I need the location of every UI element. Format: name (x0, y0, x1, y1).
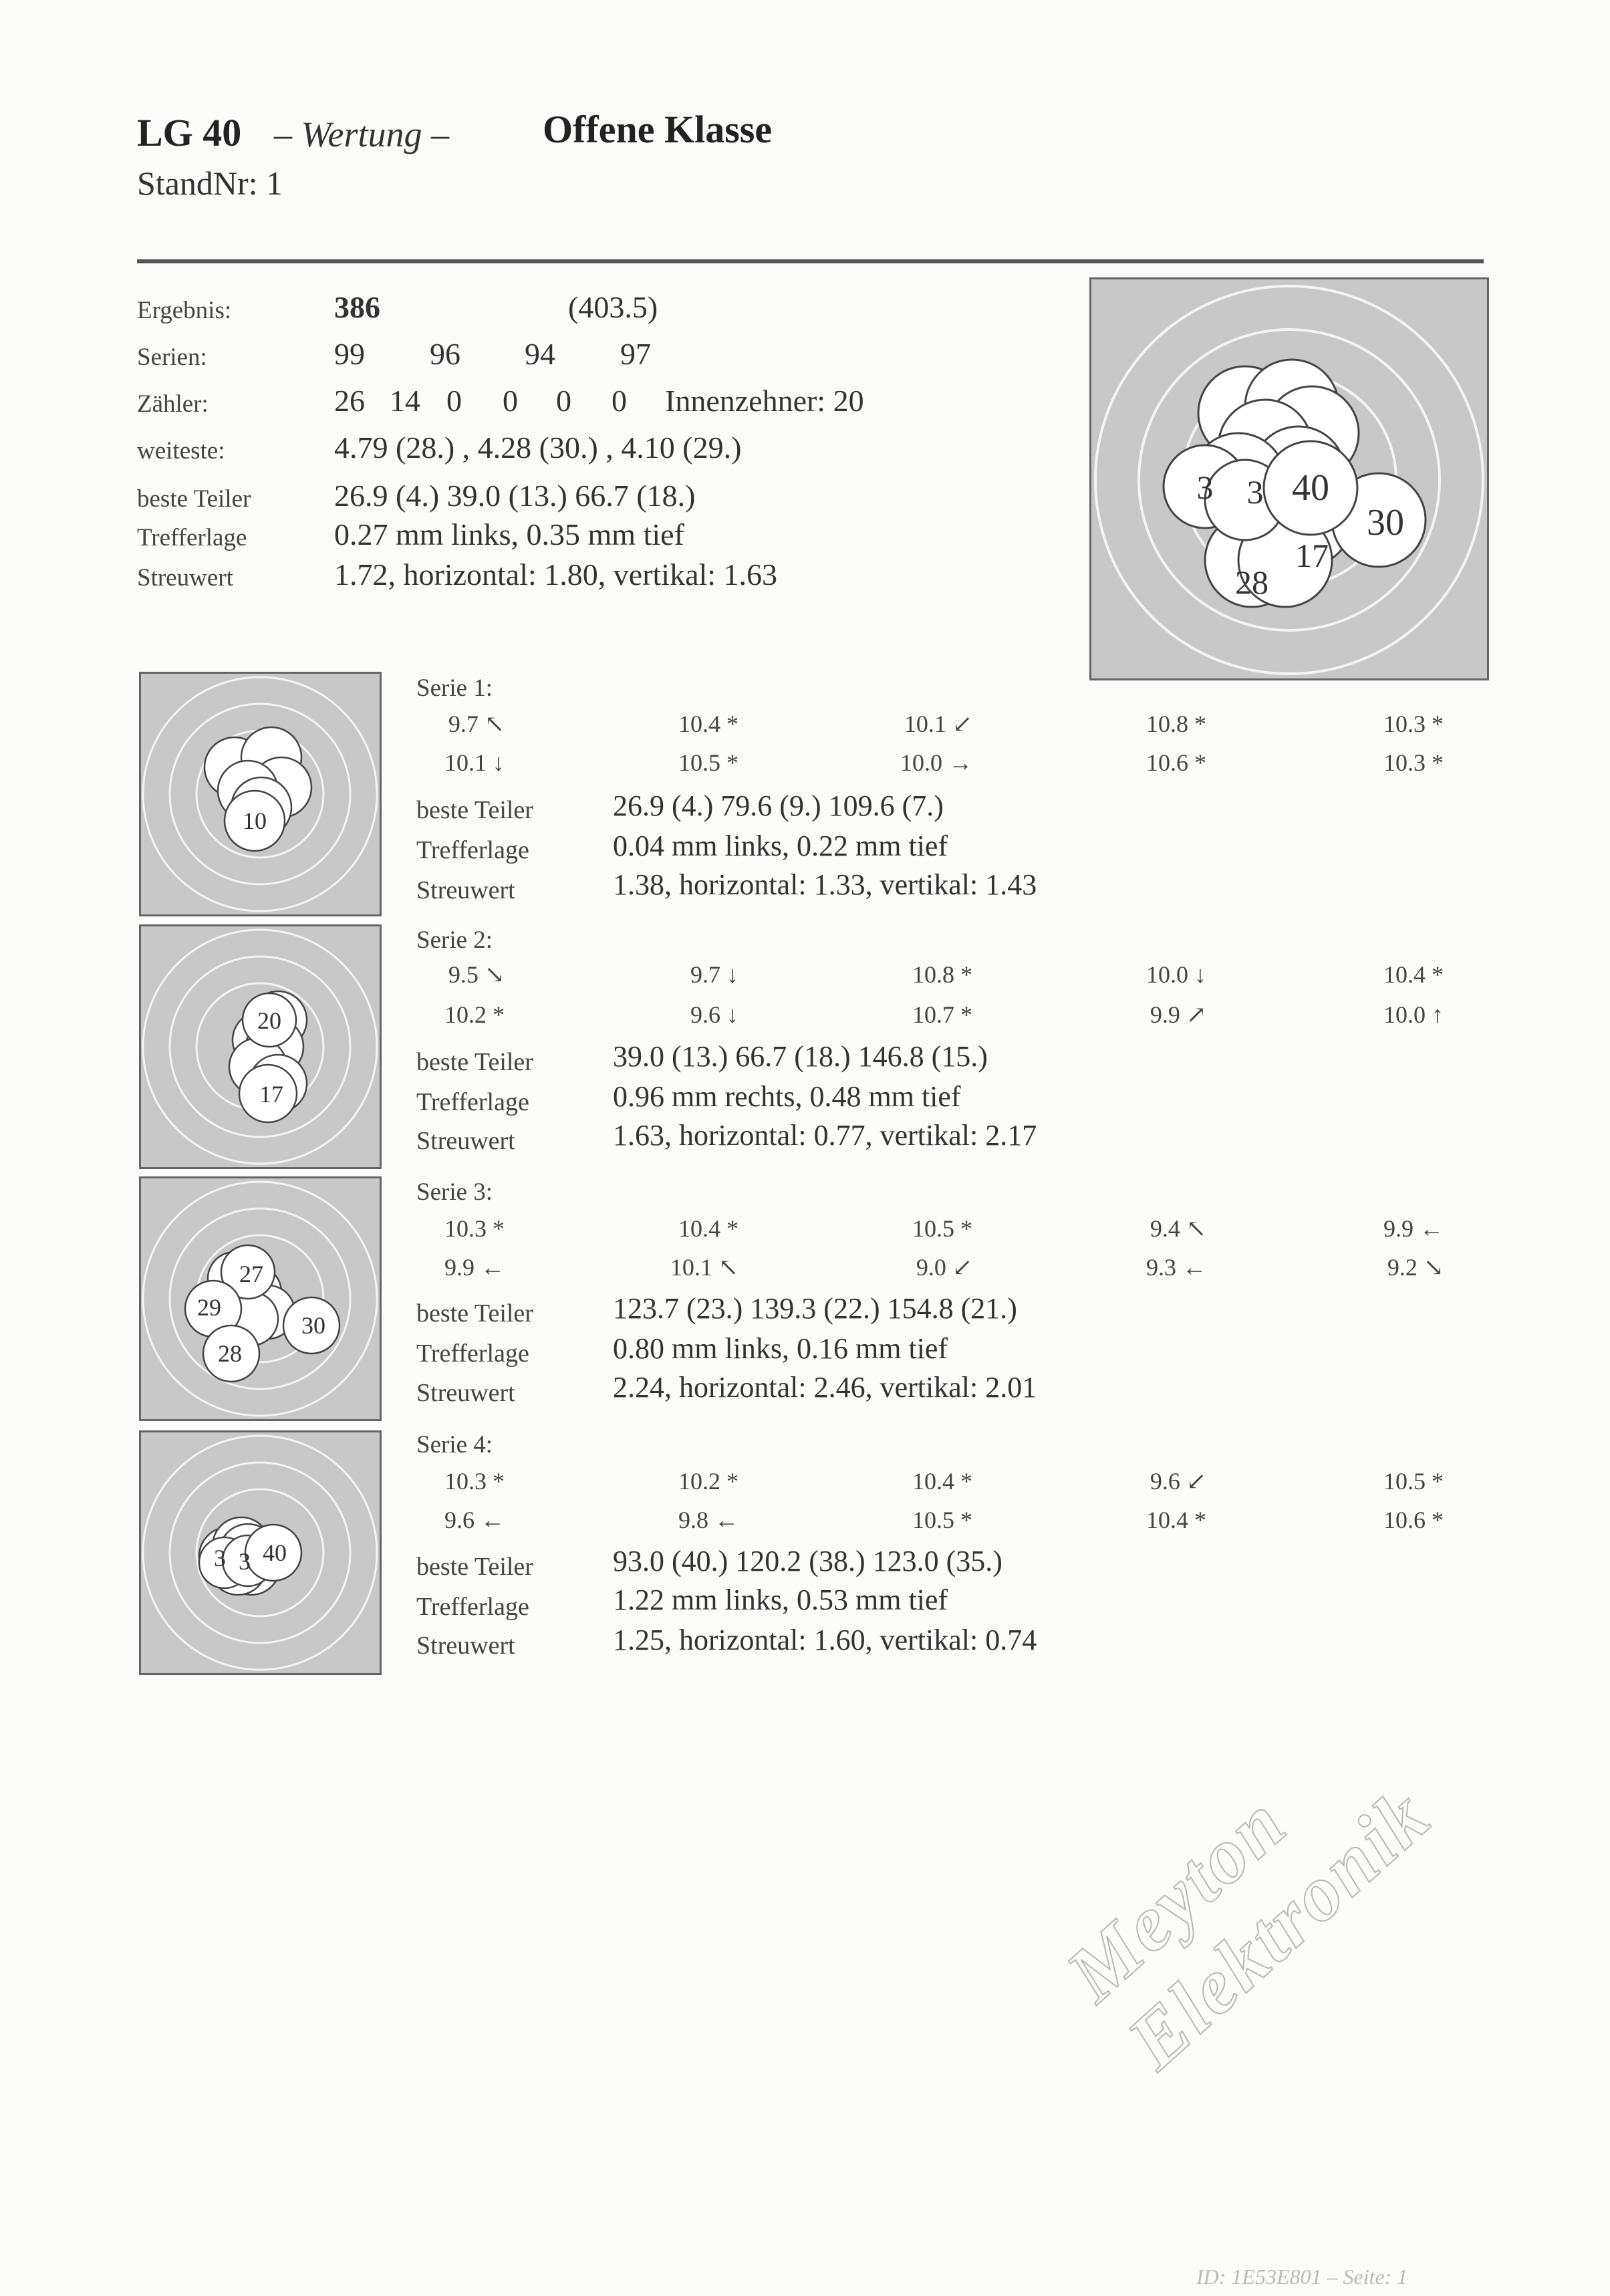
series-2-shot-9: 9.9 ↗ (1150, 1001, 1206, 1028)
series-4-shot-4: 9.6 ↙ (1150, 1468, 1206, 1495)
series-2-title: Serie 2: (416, 926, 493, 954)
series-2-trefferlage: 0.96 mm rechts, 0.48 mm tief (613, 1080, 961, 1113)
serie-sum-1: 99 (334, 337, 365, 371)
series-2-streuwert: 1.63, horizontal: 0.77, vertikal: 2.17 (613, 1119, 1037, 1152)
zaehler-2: 14 (390, 384, 420, 418)
series-1-shot-1: 9.7 ↖ (448, 711, 505, 737)
series-1-trefferlage: 0.04 mm links, 0.22 mm tief (613, 830, 948, 862)
series-1-shot-9: 10.6 * (1146, 749, 1206, 776)
series-1-title: Serie 1: (416, 674, 493, 702)
series-4-shot-1: 10.3 * (444, 1468, 505, 1495)
series-3-beste-teiler-label: beste Teiler (416, 1299, 533, 1327)
series-3-shot-3: 10.5 * (912, 1215, 972, 1242)
series-4-beste-teiler-label: beste Teiler (416, 1553, 533, 1581)
series-1-shot-5: 10.3 * (1383, 711, 1444, 737)
series-4-trefferlage-label: Trefferlage (416, 1593, 529, 1621)
zaehler-5: 0 (556, 384, 571, 418)
series-3-shot-6: 9.9 ← (444, 1254, 505, 1281)
series-4-target-number: 40 (263, 1539, 287, 1566)
header-rule (137, 259, 1484, 263)
zaehler-3: 0 (446, 384, 462, 418)
trefferlage-value: 0.27 mm links, 0.35 mm tief (334, 517, 684, 551)
series-1-streuwert-label: Streuwert (416, 876, 515, 904)
series-2-beste-teiler: 39.0 (13.) 66.7 (18.) 146.8 (15.) (613, 1040, 988, 1073)
series-3-shot-4: 9.4 ↖ (1150, 1215, 1206, 1242)
serie-sum-2: 96 (430, 337, 460, 371)
series-3-shot-2: 10.4 * (678, 1215, 739, 1242)
series-1-target (139, 672, 382, 916)
series-4-target-number: 3 (239, 1548, 251, 1575)
weiteste-label: weiteste: (137, 437, 225, 465)
series-1-shot-8: 10.0 → (900, 749, 972, 776)
series-3-target-number: 28 (218, 1340, 242, 1367)
trefferlage-label: Trefferlage (137, 524, 247, 551)
summary-target-number: 3 (1196, 469, 1214, 506)
series-4-shot-2: 10.2 * (678, 1468, 739, 1495)
series-4-beste-teiler: 93.0 (40.) 120.2 (38.) 123.0 (35.) (613, 1545, 1002, 1577)
ergebnis-decimal: (403.5) (568, 290, 658, 324)
series-2-beste-teiler-label: beste Teiler (416, 1048, 533, 1076)
series-2-target-number: 17 (259, 1081, 283, 1108)
series-1-shot-7: 10.5 * (678, 749, 739, 776)
series-2-shot-8: 10.7 * (912, 1001, 972, 1028)
innenzehner: Innenzehner: 20 (665, 384, 864, 418)
serie-sum-3: 94 (525, 337, 555, 371)
series-1-shot-2: 10.4 * (678, 711, 739, 737)
series-1-streuwert: 1.38, horizontal: 1.33, vertikal: 1.43 (613, 868, 1037, 901)
series-3-shot-5: 9.9 ← (1383, 1215, 1444, 1242)
series-2-target-number: 20 (257, 1007, 281, 1034)
series-1-shot-10: 10.3 * (1383, 749, 1444, 776)
zaehler-6: 0 (612, 384, 627, 418)
watermark: Meyton Elektronik (1050, 1771, 1447, 2085)
series-4-title: Serie 4: (416, 1431, 493, 1458)
series-4-shot-5: 10.5 * (1383, 1468, 1444, 1495)
serien-label: Serien: (137, 344, 207, 371)
series-3-target-number: 27 (239, 1261, 263, 1287)
series-2-shot-7: 9.6 ↓ (690, 1001, 739, 1028)
series-3-shot-1: 10.3 * (444, 1215, 505, 1242)
streuwert-label: Streuwert (137, 564, 233, 592)
series-2-streuwert-label: Streuwert (416, 1127, 515, 1155)
streuwert-value: 1.72, horizontal: 1.80, vertikal: 1.63 (334, 557, 778, 592)
series-1-trefferlage-label: Trefferlage (416, 836, 529, 864)
zaehler-4: 0 (503, 384, 518, 418)
series-4-shot-9: 10.4 * (1146, 1507, 1206, 1533)
series-3-target (139, 1176, 382, 1421)
serie-sum-4: 97 (620, 337, 651, 371)
series-4-streuwert-label: Streuwert (416, 1632, 515, 1660)
series-1-shot-6: 10.1 ↓ (444, 749, 505, 776)
series-2-shot-1: 9.5 ↘ (448, 961, 505, 988)
series-3-streuwert: 2.24, horizontal: 2.46, vertikal: 2.01 (613, 1371, 1037, 1404)
series-2-shot-3: 10.8 * (912, 961, 972, 988)
series-3-shot-10: 9.2 ↘ (1387, 1254, 1444, 1281)
series-4-shot-6: 9.6 ← (444, 1507, 505, 1533)
series-2-shot-5: 10.4 * (1383, 961, 1444, 988)
series-4-trefferlage: 1.22 mm links, 0.53 mm tief (613, 1583, 948, 1616)
series-1-beste-teiler: 26.9 (4.) 79.6 (9.) 109.6 (7.) (613, 789, 944, 822)
summary-target-number: 17 (1295, 537, 1329, 574)
beste-teiler-value: 26.9 (4.) 39.0 (13.) 66.7 (18.) (334, 479, 696, 513)
stand-number: StandNr: 1 (137, 164, 283, 202)
class-title: Offene Klasse (543, 108, 773, 151)
summary-target-number: 3 (1246, 473, 1264, 511)
series-3-trefferlage: 0.80 mm links, 0.16 mm tief (613, 1332, 948, 1365)
footer-id: ID: 1E53E801 – Seite: 1 (1196, 2265, 1408, 2289)
series-3-shot-8: 9.0 ↙ (916, 1254, 972, 1281)
summary-target (1089, 277, 1489, 680)
series-3-beste-teiler: 123.7 (23.) 139.3 (22.) 154.8 (21.) (613, 1292, 1017, 1325)
series-2-trefferlage-label: Trefferlage (416, 1088, 529, 1116)
summary-target-number: 28 (1235, 563, 1268, 601)
series-1-shot-3: 10.1 ↙ (904, 711, 972, 737)
series-3-target-number: 30 (301, 1312, 325, 1339)
series-3-target-number: 29 (197, 1294, 221, 1321)
series-4-target (139, 1430, 382, 1675)
series-2-shot-2: 9.7 ↓ (690, 961, 739, 988)
series-4-shot-3: 10.4 * (912, 1468, 972, 1495)
series-3-streuwert-label: Streuwert (416, 1379, 515, 1407)
series-3-shot-7: 10.1 ↖ (670, 1254, 739, 1281)
series-1-beste-teiler-label: beste Teiler (416, 796, 533, 824)
ergebnis-value: 386 (334, 290, 380, 324)
program-title: LG 40 (137, 111, 242, 154)
weiteste-value: 4.79 (28.) , 4.28 (30.) , 4.10 (29.) (334, 430, 742, 465)
zaehler-label: Zähler: (137, 390, 209, 418)
series-3-title: Serie 3: (416, 1178, 493, 1206)
summary-target-number: 30 (1367, 502, 1404, 543)
series-3-trefferlage-label: Trefferlage (416, 1340, 529, 1368)
series-2-shot-6: 10.2 * (444, 1001, 505, 1028)
series-4-target-number: 3 (214, 1545, 226, 1571)
series-2-shot-10: 10.0 ↑ (1383, 1001, 1444, 1028)
series-1-target-number: 10 (243, 807, 267, 834)
series-2-shot-4: 10.0 ↓ (1146, 961, 1206, 988)
series-4-shot-10: 10.6 * (1383, 1507, 1444, 1533)
series-4-shot-7: 9.8 ← (678, 1507, 739, 1533)
ergebnis-label: Ergebnis: (137, 297, 232, 324)
series-3-shot-9: 9.3 ← (1146, 1254, 1206, 1281)
zaehler-1: 26 (334, 384, 365, 418)
wertung-label: – Wertung – (274, 114, 450, 154)
series-4-shot-8: 10.5 * (912, 1507, 972, 1533)
series-2-target (139, 924, 382, 1169)
series-1-shot-4: 10.8 * (1146, 711, 1206, 737)
summary-target-number: 40 (1292, 467, 1329, 509)
beste-teiler-label: beste Teiler (137, 485, 251, 513)
series-4-streuwert: 1.25, horizontal: 1.60, vertikal: 0.74 (613, 1624, 1037, 1656)
